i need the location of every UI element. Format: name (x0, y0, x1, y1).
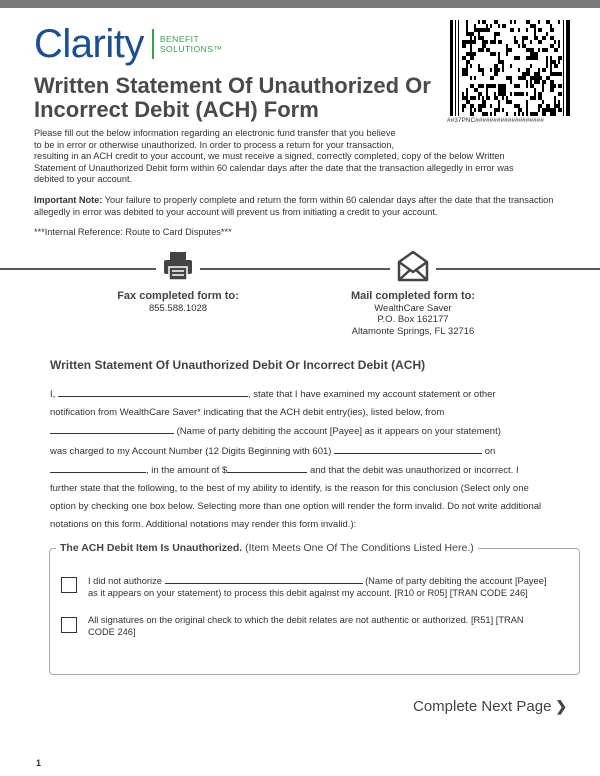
options-box-title-rest: (Item Meets One Of The Conditions Listed Here.) (242, 542, 474, 554)
fax-number: 855.588.1028 (148, 302, 208, 314)
intro-line: to be in error or otherwise unauthorized. In order to process a return for your transaction, (34, 139, 395, 150)
statement-text: I, (50, 389, 58, 400)
option-signatures-not-authentic (88, 614, 568, 638)
page-number: 1 (36, 758, 42, 768)
next-page-label: Complete Next Page (413, 698, 552, 715)
logo-subtitle-line2: SOLUTIONS™ (159, 44, 223, 54)
important-note-text: Your failure to properly complete and return the form within 60 calendar days after the date that the transaction allegedly in error was debited to your account will prevent us from initiating a credit to your account. (34, 195, 554, 217)
intro-line: Statement of Unauthorized Debit form within 60 calendar days after the date that the transaction allegedly in error was (34, 162, 514, 173)
mail-line2: P.O. Box 162177 (377, 314, 449, 325)
statement-text: option by checking one box below. Selecting more than one option will render the form invalid. Do not write additional (50, 501, 542, 513)
intro-line: debited to your account. (34, 174, 133, 184)
statement-text: further state that the following, to the best of my ability to identify, is the reason for this conclusion (Select only one (50, 483, 529, 495)
options-box-title (56, 542, 478, 554)
option-not-authorized (88, 574, 568, 599)
divider-middle (200, 268, 390, 270)
fax-contact (98, 291, 258, 314)
logo-wordmark: Clarity (34, 22, 144, 66)
checkbox-not-authorized[interactable] (61, 577, 77, 593)
statement-body (50, 385, 570, 535)
divider-left (0, 268, 156, 270)
barcode-image (450, 20, 570, 116)
logo-subtitle (160, 34, 223, 54)
statement-text: on (482, 445, 496, 457)
intro-text (34, 128, 574, 186)
statement-text: notification from WealthCare Saver* indicating that the ACH debit entry(ies), listed below, from (50, 407, 445, 419)
section-title: Written Statement Of Unauthorized Debit Or Incorrect Debit (ACH) (50, 358, 426, 372)
mail-heading: Mail completed form to: (350, 290, 476, 302)
statement-text: was charged to my Account Number (12 Digits Beginning with 601) (50, 445, 335, 457)
chevron-right-icon: ❯ (555, 698, 568, 714)
intro-line: resulting in an ACH credit to your account, we must receive a signed, correctly completed, copy of the below Written (34, 151, 505, 161)
statement-text: , in the amount of $ (146, 464, 228, 476)
option-text: I did not authorize (88, 576, 165, 586)
options-box-title-bold: The ACH Debit Item Is Unauthorized. (60, 542, 243, 554)
barcode-text: ##37PNC################### (447, 117, 544, 124)
statement-text: (Name of party debiting the account [Payee] as it appears on your statement) (174, 426, 501, 438)
envelope-icon (396, 250, 430, 282)
option-text: (Name of party debiting the account [Payee] (362, 576, 547, 586)
important-note-label: Important Note: (34, 195, 103, 205)
name-blank[interactable] (58, 385, 248, 397)
unauthorized-options-box (49, 548, 580, 675)
statement-text: , state that I have examined my account statement or other (247, 389, 496, 400)
amount-blank[interactable] (227, 461, 307, 473)
fax-icon (162, 250, 194, 282)
account-number-blank[interactable] (334, 442, 482, 454)
clarity-logo (34, 24, 222, 64)
mail-contact (328, 291, 498, 337)
fax-heading: Fax completed form to: (117, 290, 239, 302)
internal-reference: ***Internal Reference: Route to Card Disputes*** (34, 227, 232, 237)
logo-divider (152, 29, 154, 59)
option-text: CODE 246] (88, 627, 136, 637)
intro-line: Please fill out the below information regarding an electronic fund transfer that you believe (34, 128, 396, 138)
checkbox-signatures-not-authentic[interactable] (61, 617, 77, 633)
option-text: All signatures on the original check to which the debit relates are not authentic or authorized. [R51] [TRAN (88, 615, 524, 625)
page-title: Written Statement Of Unauthorized Or Incorrect Debit (ACH) Form (34, 73, 431, 122)
mail-line1: WealthCare Saver (374, 302, 452, 314)
complete-next-page (413, 698, 567, 715)
mail-line3: Altamonte Springs, FL 32716 (351, 325, 475, 337)
logo-subtitle-line1: BENEFIT (159, 34, 200, 44)
date-blank[interactable] (50, 461, 146, 473)
important-note (34, 195, 574, 218)
statement-text: and that the debit was unauthorized or incorrect. I (307, 464, 519, 476)
top-bar (0, 0, 600, 8)
payee-name-blank[interactable] (165, 574, 363, 584)
option-text: as it appears on your statement) to process this debit against my account. [R10 or R05] [TRAN CODE 246] (88, 588, 528, 598)
divider-right (436, 268, 600, 270)
payee-blank[interactable] (50, 422, 174, 434)
statement-text: notations on this form. Additional notations may render this form invalid.): (50, 519, 357, 531)
